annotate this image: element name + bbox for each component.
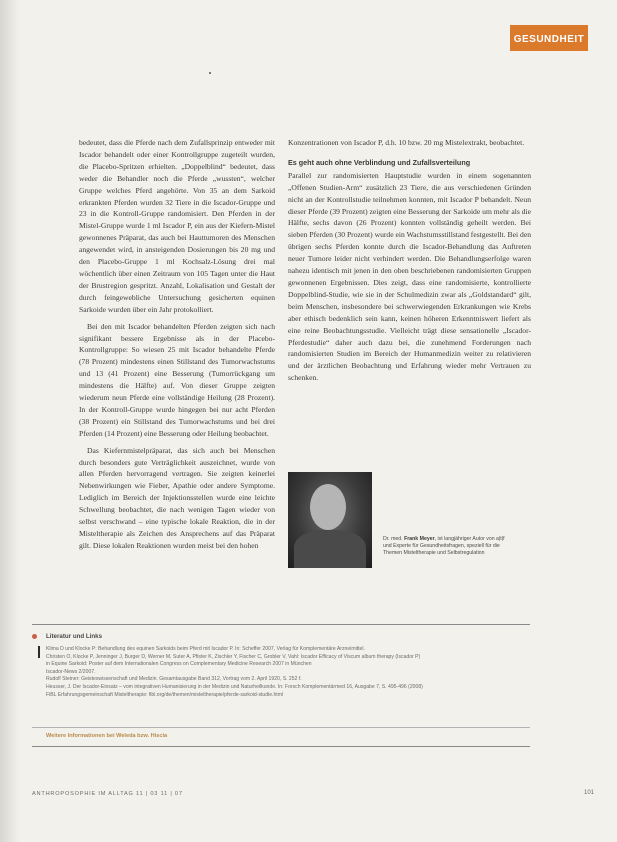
literature-item: Heusser, J. Der Iscador-Einsatz – vom integrativen Humanisierung in der Medizin und Naturheilkunde. In: Forsch Komplementärmed 16, Ausgabe 7, S. 495-496 (2008): [46, 683, 423, 690]
more-info-link[interactable]: Weitere Informationen bei Weleda bzw. Hiscia: [46, 733, 168, 739]
author-photo: [288, 472, 372, 568]
body-paragraph-continued: Konzentrationen von Iscador P, d.h. 10 bzw. 20 mg Mistelextrakt, beobachtet.: [288, 138, 525, 147]
literature-bottom-rule: [32, 746, 530, 747]
author-photo-head: [310, 484, 346, 530]
body-paragraph: Das Kiefernmistelpräparat, das sich auch bei Menschen durch besonders gute Verträglichkeit auszeichnet, wurde von allen Pferden hervorragend vertragen. Sie zeigten keinerlei Nebenwirkungen wie Fieber, Apathie oder andere Symptome. Lediglich im Bereich der Injektionsstellen wurde eine leichte Schwellung beobachtet, die nach wenigen Tagen wieder von selbst verschwand – eine typische lokale Reaktion, die in der Misteltherapie als Zeichen des Ansprechens auf das Präparat gilt. Diese lokalen Reaktionen wurden meist bei den hohen: [79, 445, 275, 550]
magazine-footer: ANTHROPOSOPHIE IM ALLTAG 11 | 03 11 | 07: [32, 791, 183, 797]
literature-heading: Literatur und Links: [46, 633, 103, 640]
body-paragraph: Bei den mit Iscador behandelten Pferden zeigten sich nach signifikant bessere Ergebnisse als in der Placebo-Kontrollgruppe: So wiesen 25 mit Iscador behandelte Pferde (78 Prozent) mindestens einen Stillstand des Tumorwachstums und 13 (41 Prozent) eine Besserung (Tumorrückgang um mindestens die Hälfte) auf. Von dieser Gruppe zeigten wiederum neun Pferde eine vollständige Heilung (28 Prozent). In der Kontroll-Gruppe wurde hingegen bei nur acht Pferden (38 Prozent) ein Stillstand des Tumorwachstums und bei drei Pferden (14 Prozent) eine Besserung oder Heilung beobachtet.: [79, 321, 275, 438]
page-number: 101: [584, 790, 595, 796]
body-paragraph: bedeutet, dass die Pferde nach dem Zufallsprinzip entweder mit Iscador behandelt oder einer Kontrollgruppe zugeteilt wurden, die Placebo-Spritzen erhielten. „Doppelblind“ bedeutet, dass weder die Behandler noch die Pferde „wussten“, welcher Gruppe welches Pferd angehörte. Von 35 an dem Sarkoid erkrankten Pferden wurden 32 Tiere in die Iscador-Gruppe und 23 in die Kontroll-Gruppe randomisiert. Den Pferden in der Mistel-Gruppe wurde 1 ml Iscador P, ein aus der Kiefern-Mistel gewonnenes Präparat, das auch bei Hauttumoren des Menschen angewendet wird, in ansteigenden Dosierungen bis 20 mg und den Placebo-Gruppe 1 ml Kochsalz-Lösung drei mal wöchentlich über einen Zeitraum von 105 Tagen unter die Haut der Brustregion gespritzt. Anzahl, Lokalisation und Gestalt der durch feingewebliche Untersuchung gesicherten equinen Sarkoide wurden über ein Jahr protokolliert.: [79, 138, 275, 314]
body-paragraph: Parallel zur randomisierten Hauptstudie wurden in einem sogenannten „Offenen Studien-Arm“ zusätzlich 23 Tiere, die aus verschiedenen Gründen nicht an der Kontrollstudie teilnehmen konnten, mit Iscador P behandelt. Neun dieser Pferde (39 Prozent) zeigten eine Besserung der Sarkoide um mehr als die Hälfte, sechs davon (26 Prozent) konnten vollständig geheilt werden. Bei sieben Pferden (30 Prozent) wurde ein Wachstumsstillstand festgestellt. Bei den übrigen sechs Pferden konnte durch die Iscador-Behandlung das Auftreten neuer Tumore leider nicht verhindert werden. Die Behandlungserfolge waren nahezu identisch mit jenen in den oben beschriebenen randomisierten Gruppen gewonnenen Ergebnissen. Dies zeigt, dass eine randomisierte, kontrollierte Doppelblind-Studie, wie sie in der Schulmedizin zwar als „Goldstandard“ gilt, beim Menschen, insbesondere bei schwerwiegenden Erkrankungen wie Krebs aber ethisch bedenklich sein kann, keinen höheren Erkenntniswert liefert als eine reine Beobachtungsstudie. Vielleicht trägt diese sensationelle „Iscador-Pferdestudie“ daher auch dazu bei, die zunehmend Forderungen nach randomisierten Studien im Bereich der Humanmedizin weiter zu relativieren und der ärztlichen Beobachtung und Erfahrung wieder mehr Vertrauen zu schenken.: [288, 170, 531, 383]
literature-item: Christen O, Klocke P, Jenninger J, Burger D, Werner M, Suter A, Pfister K, Zischler Y, Fischer C, Grobler V, Vahl: Iscador Efficacy of Viscum album therapy (Iscador P): [46, 653, 421, 660]
literature-item: FiBL Erfahrungsgemeinschaft Misteltherapie: fibl.org/de/themen/misteltherapie/pferde-sarkoid-studie.html: [46, 691, 284, 698]
literature-top-rule: [32, 624, 530, 625]
right-column: [288, 137, 531, 389]
author-bio-line: und Experte für Gesundheitsfragen, speziell für die: [383, 543, 500, 549]
left-column: [79, 137, 275, 557]
section-label: GESUNDHEIT: [510, 25, 588, 51]
author-title: Dr. med.: [383, 536, 403, 542]
section-subheading: Es geht auch ohne Verblindung und Zufallsverteilung: [288, 157, 471, 167]
page-fold-shadow: [0, 0, 20, 842]
literature-item: Rudolf Steiner: Geisteswissenschaft und Medizin. Gesamtausgabe Band 312, Vortrag vom 2. April 1920, S. 252 f.: [46, 676, 302, 683]
author-photo-shoulders: [294, 530, 366, 568]
literature-accent-bar: [38, 646, 40, 658]
decorative-dot: [209, 72, 211, 74]
bullet-marker-icon: [32, 634, 37, 639]
literature-inner-rule: [32, 727, 530, 728]
author-bio-line: , ist langjähriger Autor von a|t|f: [434, 536, 505, 542]
author-caption: [383, 536, 533, 557]
literature-item: Klima D und Klocke P: Behandlung des equinen Sarkoids beim Pferd mit Iscador P. In: Scheffer 2007, Verlag für Komplementäre Arzneimittel.: [46, 646, 365, 652]
literature-item: Iscador-News 2/2007.: [46, 668, 96, 675]
author-name: Frank Meyer: [404, 536, 435, 542]
literature-item: in Equine Sarkoid: Poster auf dem Internationalen Congress on Complementary Medicine Research 2007 in München: [46, 661, 312, 668]
literature-list: [46, 646, 530, 699]
author-bio-line: Themen Misteltherapie und Selbstregulation: [383, 550, 485, 556]
